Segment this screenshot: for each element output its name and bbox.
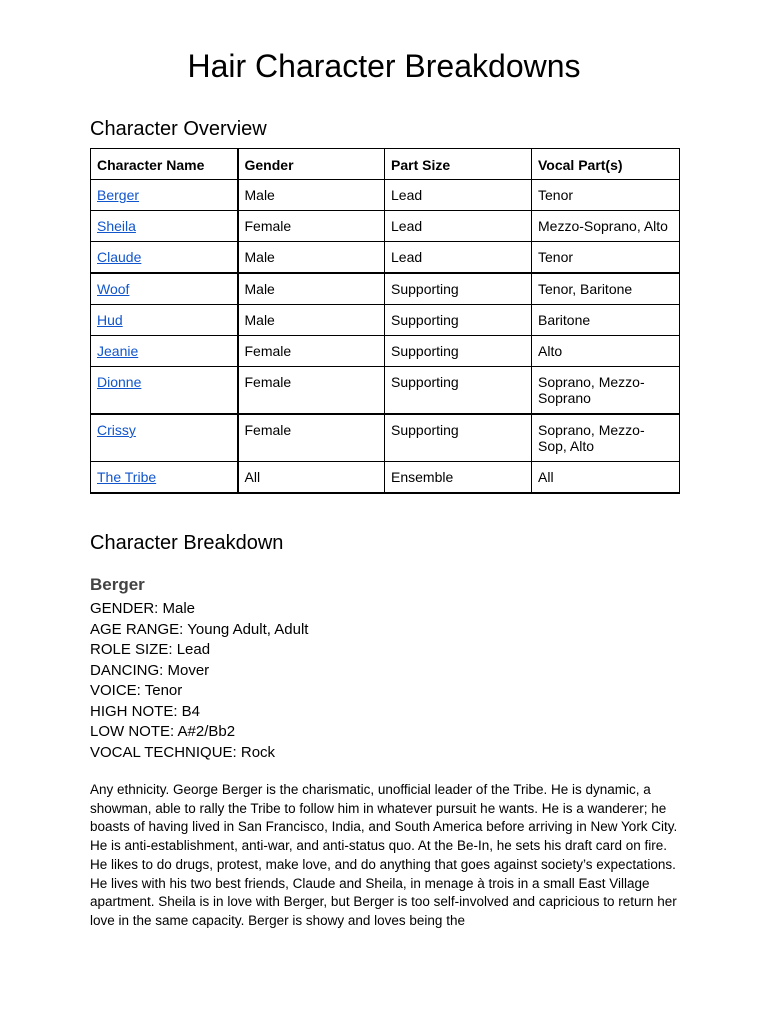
gender-cell: Female (238, 414, 385, 462)
vocal-cell: Mezzo-Soprano, Alto (532, 211, 680, 242)
character-link-sheila[interactable]: Sheila (97, 218, 136, 234)
name-cell (91, 242, 238, 274)
name-cell (91, 462, 238, 494)
name-cell (91, 273, 238, 305)
attribute-high-note: HIGH NOTE: B4 (90, 702, 201, 720)
table-row (91, 305, 680, 336)
character-name-heading: Berger (90, 575, 145, 594)
character-link-dionne[interactable]: Dionne (97, 374, 142, 390)
gender-cell: Female (238, 211, 385, 242)
name-cell (91, 336, 238, 367)
part-size-cell: Lead (385, 242, 532, 274)
part-size-cell: Ensemble (385, 462, 532, 494)
gender-cell: Male (238, 305, 385, 336)
document-title: Hair Character Breakdowns (187, 48, 581, 84)
character-link-crissy[interactable]: Crissy (97, 422, 136, 438)
table-header-row (91, 149, 680, 180)
name-cell (91, 180, 238, 211)
vocal-cell: All (532, 462, 680, 494)
vocal-cell: Tenor, Baritone (532, 273, 680, 305)
gender-cell: Female (238, 336, 385, 367)
overview-heading: Character Overview (90, 118, 267, 140)
name-cell (91, 367, 238, 415)
vocal-cell: Baritone (532, 305, 680, 336)
attribute-low-note: LOW NOTE: A#2/Bb2 (90, 723, 236, 740)
character-link-berger[interactable]: Berger (97, 187, 140, 203)
vocal-cell: Alto (532, 336, 680, 367)
gender-cell: Male (238, 273, 385, 305)
vocal-cell: Tenor (532, 242, 680, 274)
table-row (91, 336, 680, 367)
character-description: Any ethnicity. George Berger is the charismatic, unofficial leader of the Tribe. He is dynamic, a showman, able to rally the Tribe to follow him in whatever pursuit he wants. He is a wanderer; he boasts of having lived in San Francisco, India, and South America before arriving in New York City. He is anti-establishment, anti-war, and anti-status quo. At the Be-In, he sets his draft card on fire. He likes to do drugs, protest, make love, and do anything that goes against society’s expectations. He lives with his two best friends, Claude and Sheila, in menage à trois in a small East Village apartment. Sheila is in love with Berger, but Berger is too self-involved and capricious to return her love in the same capacity. Berger is showy and loves being the (90, 782, 678, 928)
gender-cell: Male (238, 242, 385, 274)
table-row (91, 242, 680, 274)
attribute-gender: GENDER: Male (90, 600, 196, 617)
vocal-cell: Soprano, Mezzo-Sop, Alto (532, 414, 680, 462)
table-row (91, 462, 680, 494)
character-overview-table (90, 148, 680, 494)
part-size-cell: Lead (385, 211, 532, 242)
attribute-age-range: AGE RANGE: Young Adult, Adult (90, 620, 309, 638)
table-row (91, 367, 680, 415)
character-attributes (90, 599, 308, 763)
table-row (91, 180, 680, 211)
breakdown-heading: Character Breakdown (90, 532, 284, 554)
part-size-cell: Supporting (385, 273, 532, 305)
character-link-hud[interactable]: Hud (97, 312, 123, 328)
part-size-cell: Supporting (385, 414, 532, 462)
part-size-cell: Lead (385, 180, 532, 211)
part-size-cell: Supporting (385, 336, 532, 367)
gender-cell: Female (238, 367, 385, 415)
column-header-gender: Gender (238, 149, 385, 180)
table-row (91, 273, 680, 305)
part-size-cell: Supporting (385, 305, 532, 336)
gender-cell: Male (238, 180, 385, 211)
attribute-voice: VOICE: Tenor (90, 682, 183, 699)
vocal-cell: Tenor (532, 180, 680, 211)
part-size-cell: Supporting (385, 367, 532, 415)
character-link-the-tribe[interactable]: The Tribe (97, 469, 157, 485)
character-link-jeanie[interactable]: Jeanie (97, 343, 139, 359)
table-row (91, 414, 680, 462)
vocal-cell: Soprano, Mezzo-Soprano (532, 367, 680, 415)
name-cell (91, 414, 238, 462)
gender-cell: All (238, 462, 385, 494)
attribute-role-size: ROLE SIZE: Lead (90, 641, 211, 658)
name-cell (91, 211, 238, 242)
name-cell (91, 305, 238, 336)
attribute-vocal-technique: VOCAL TECHNIQUE: Rock (90, 743, 276, 761)
character-link-claude[interactable]: Claude (97, 249, 142, 265)
character-link-woof[interactable]: Woof (97, 281, 130, 297)
column-header-vocal-parts: Vocal Part(s) (532, 149, 680, 180)
column-header-character-name: Character Name (91, 149, 238, 180)
attribute-dancing: DANCING: Mover (90, 661, 210, 679)
table-row (91, 211, 680, 242)
column-header-part-size: Part Size (385, 149, 532, 180)
